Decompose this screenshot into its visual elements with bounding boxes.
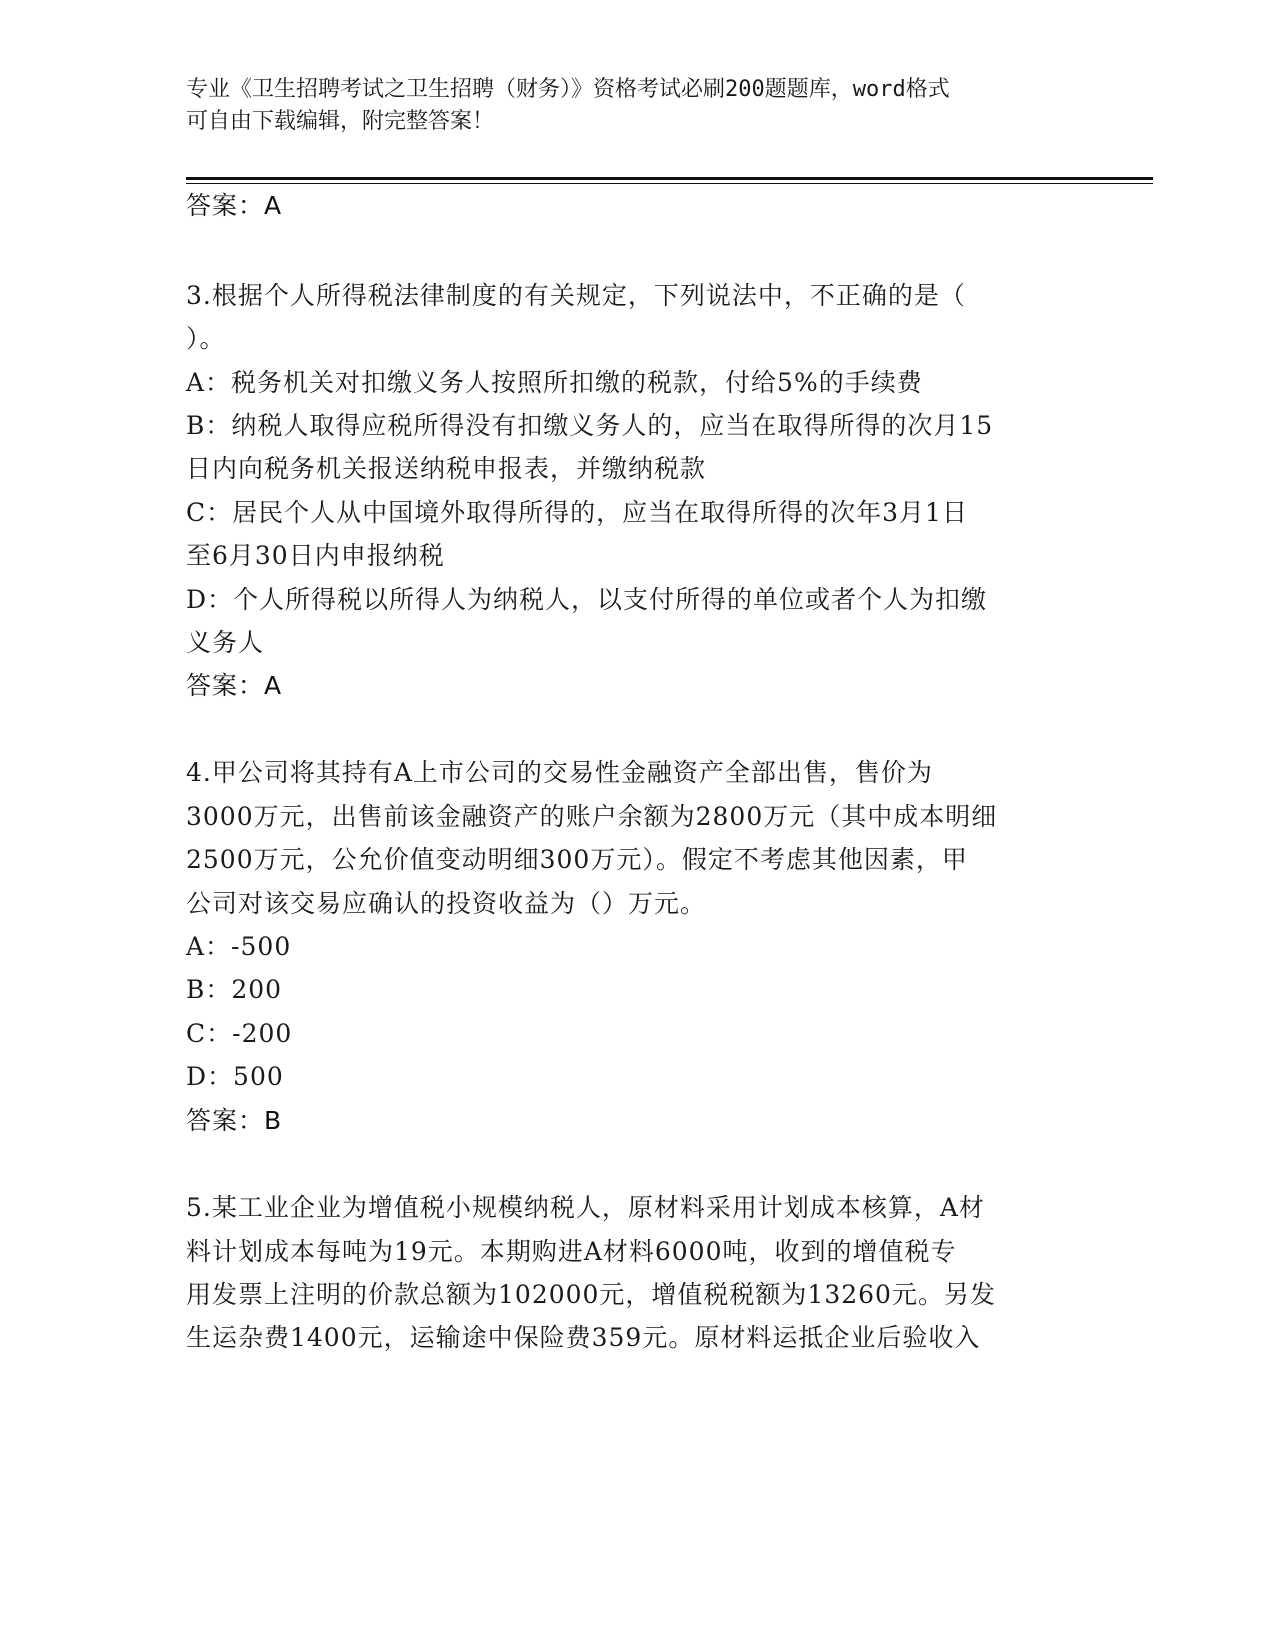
q3-option-c-line-1: C：居民个人从中国境外取得所得的，应当在取得所得的次年3月1日 (186, 498, 968, 527)
q3-option-a: A：税务机关对扣缴义务人按照所扣缴的税款，付给5%的手续费 (186, 368, 923, 397)
q4-option-c: C：-200 (186, 1019, 293, 1048)
q3-option-c-line-2: 至6月30日内申报纳税 (186, 541, 445, 570)
header-divider-thick (186, 177, 1153, 180)
q5-stem-line-4: 生运杂费1400元，运输途中保险费359元。原材料运抵企业后验收入 (186, 1323, 981, 1352)
header-divider-thin (186, 183, 1153, 184)
q3-option-d-line-1: D：个人所得税以所得人为纳税人，以支付所得的单位或者个人为扣缴 (186, 585, 988, 614)
q4-stem-line-4: 公司对该交易应确认的投资收益为（）万元。 (186, 889, 707, 918)
answer-q4: 答案：B (186, 1106, 283, 1135)
answer-q2: 答案：A (186, 191, 283, 220)
q4-stem-line-2: 3000万元，出售前该金融资产的账户余额为2800万元（其中成本明细 (186, 802, 998, 831)
q4-option-a: A：-500 (186, 932, 292, 961)
q5-stem-line-1: 5.某工业企业为增值税小规模纳税人，原材料采用计划成本核算，A材 (186, 1193, 985, 1222)
answer-q3: 答案：A (186, 671, 283, 700)
header-line-1: 专业《卫生招聘考试之卫生招聘（财务）》资格考试必刷200题题库，word格式 (186, 77, 950, 102)
document-header (186, 74, 1086, 138)
q4-option-d: D：500 (186, 1062, 284, 1091)
q3-stem-line-1: 3.根据个人所得税法律制度的有关规定，下列说法中，不正确的是（ (186, 281, 966, 310)
q3-option-b-line-1: B：纳税人取得应税所得没有扣缴义务人的，应当在取得所得的次月15 (186, 411, 994, 440)
q4-option-b: B：200 (186, 975, 283, 1004)
header-line-2: 可自由下载编辑，附完整答案！ (186, 109, 495, 134)
q3-stem-line-2: ）。 (186, 324, 226, 353)
q3-option-d-line-2: 义务人 (186, 628, 265, 657)
q5-stem-line-3: 用发票上注明的价款总额为102000元，增值税税额为13260元。另发 (186, 1280, 996, 1309)
q4-stem-line-1: 4.甲公司将其持有A上市公司的交易性金融资产全部出售，售价为 (186, 758, 933, 787)
q3-option-b-line-2: 日内向税务机关报送纳税申报表，并缴纳税款 (186, 454, 707, 483)
q5-stem-line-2: 料计划成本每吨为19元。本期购进A材料6000吨，收到的增值税专 (186, 1237, 957, 1266)
q4-stem-line-3: 2500万元，公允价值变动明细300万元）。假定不考虑其他因素，甲 (186, 845, 968, 874)
